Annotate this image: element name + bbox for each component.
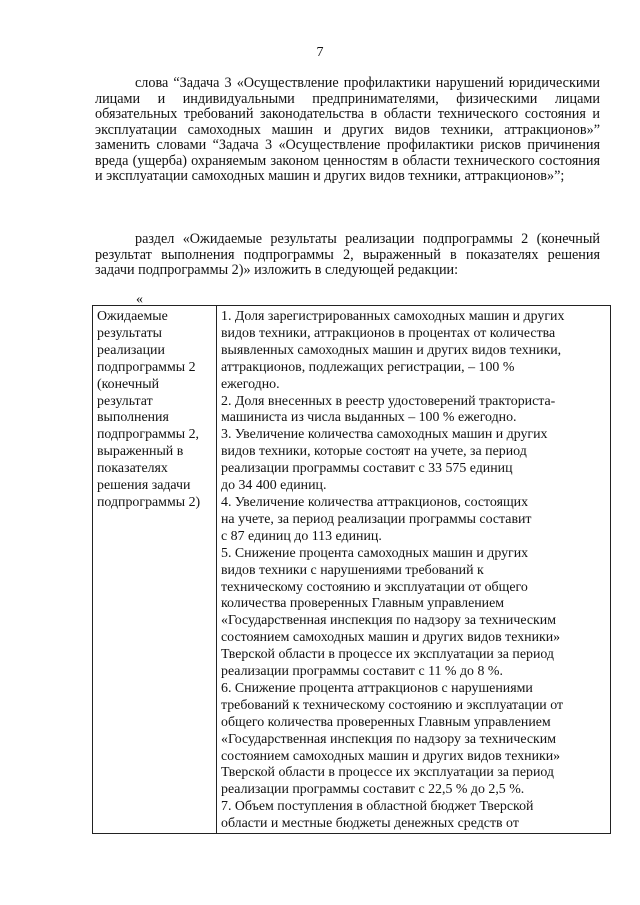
expected-results-table xyxy=(92,305,611,834)
opening-quote-mark: « xyxy=(136,292,143,307)
text-line: слова “Задача 3 «Осуществление профилактики нарушений xyxy=(135,75,504,91)
text-line: физическими лицами обязательных требований законодательства в области xyxy=(95,90,600,122)
text-line: видов техники, которые состоят на учете, за период xyxy=(221,444,527,460)
text-line: состоянием самоходных машин и других видов техники» xyxy=(221,748,561,764)
text-line: решения задачи xyxy=(97,478,191,494)
text-line: подпрограммы 2 xyxy=(97,359,196,375)
text-line: Тверской области в процессе их эксплуатации за период xyxy=(221,647,554,663)
table-label-cell xyxy=(93,306,217,834)
text-line: техники, аттракционов»” заменить словами “Задача 3 «Осуществление xyxy=(95,121,600,153)
text-line: на учете, за период реализации программы составит xyxy=(221,511,532,527)
text-line: Тверской области в процессе их эксплуатации за период xyxy=(221,765,554,781)
text-line: с 87 единиц до 113 единиц. xyxy=(221,528,382,544)
text-line: «Государственная инспекция по надзору за техническим xyxy=(221,613,557,629)
text-line: машин и других видов техники, аттракционов»”; xyxy=(268,168,565,184)
text-line: показателях xyxy=(97,461,168,477)
text-line: 2. Доля внесенных в реестр удостоверений тракториста- xyxy=(221,393,556,409)
text-line: техническому состоянию и эксплуатации от общего xyxy=(221,579,528,595)
text-line: 1. Доля зарегистрированных самоходных машин и других xyxy=(221,309,565,324)
text-line: подпрограммы 2, xyxy=(97,427,199,443)
text-line: 4. Увеличение количества аттракционов, состоящих xyxy=(221,494,529,510)
text-line: реализации программы составит с 11 % до 8 %. xyxy=(221,664,503,680)
text-line: технического состояния и эксплуатации самоходных машин и других видов xyxy=(95,106,600,138)
amendment-paragraph-1 xyxy=(95,76,600,185)
text-line: показателях решения задачи подпрограммы 2)» изложить в следующей xyxy=(95,246,600,278)
text-line: состоянием самоходных машин и других видов техники» xyxy=(221,630,561,646)
text-line: раздел «Ожидаемые результаты реализации подпрограммы 2 xyxy=(135,231,529,247)
text-line: количества проверенных Главным управлением xyxy=(221,596,505,612)
text-line: реализации программы составит с 22,5 % до 2,5 %. xyxy=(221,782,525,798)
text-line: требований к техническому состоянию и эксплуатации от xyxy=(221,697,564,713)
text-line: (конечный xyxy=(97,376,160,392)
text-line: машиниста из числа выданных – 100 % ежегодно. xyxy=(221,410,517,426)
text-line: аттракционов, подлежащих регистрации, – 100 % xyxy=(221,359,515,375)
text-line: (конечный результат выполнения подпрограммы 2, выраженный в xyxy=(95,231,600,263)
text-line: Ожидаемые xyxy=(97,309,168,324)
text-line: до 34 400 единиц. xyxy=(221,478,327,494)
text-line: выявленных самоходных машин и других видов техники, xyxy=(221,342,562,358)
text-line: результаты xyxy=(97,325,162,341)
text-line: юридическими лицами и индивидуальными предпринимателями, xyxy=(95,75,601,107)
text-line: 3. Увеличение количества самоходных машин и других xyxy=(221,427,548,443)
text-line: видов техники, аттракционов в процентах от количества xyxy=(221,325,556,341)
text-line: выполнения xyxy=(97,410,169,426)
text-line: реализации xyxy=(97,342,165,358)
text-line: 7. Объем поступления в областной бюджет Тверской xyxy=(221,799,534,815)
text-line: результат xyxy=(97,393,153,409)
text-line: профилактики рисков причинения вреда (ущерба) охраняемым законом xyxy=(95,137,601,169)
text-line: общего количества проверенных Главным управлением xyxy=(221,714,551,730)
text-line: видов техники с нарушениями требований к xyxy=(221,562,484,578)
page-number: 7 xyxy=(316,45,324,60)
text-line: «Государственная инспекция по надзору за техническим xyxy=(221,731,557,747)
table-content-cell xyxy=(217,306,611,834)
text-line: выраженный в xyxy=(97,444,184,460)
text-line: области и местные бюджеты денежных средств от xyxy=(221,816,519,832)
text-line: ценностям в области технического состояния и эксплуатации самоходных xyxy=(95,152,601,184)
amendment-paragraph-2 xyxy=(95,232,600,279)
text-line: ежегодно. xyxy=(221,376,280,392)
text-line: реализации программы составит с 33 575 единиц xyxy=(221,461,513,477)
table-row xyxy=(93,306,611,834)
text-line: подпрограммы 2) xyxy=(97,494,201,510)
text-line: редакции: xyxy=(397,262,459,278)
text-line: 5. Снижение процента самоходных машин и других xyxy=(221,545,529,561)
text-line: 6. Снижение процента аттракционов с нарушениями xyxy=(221,680,533,696)
